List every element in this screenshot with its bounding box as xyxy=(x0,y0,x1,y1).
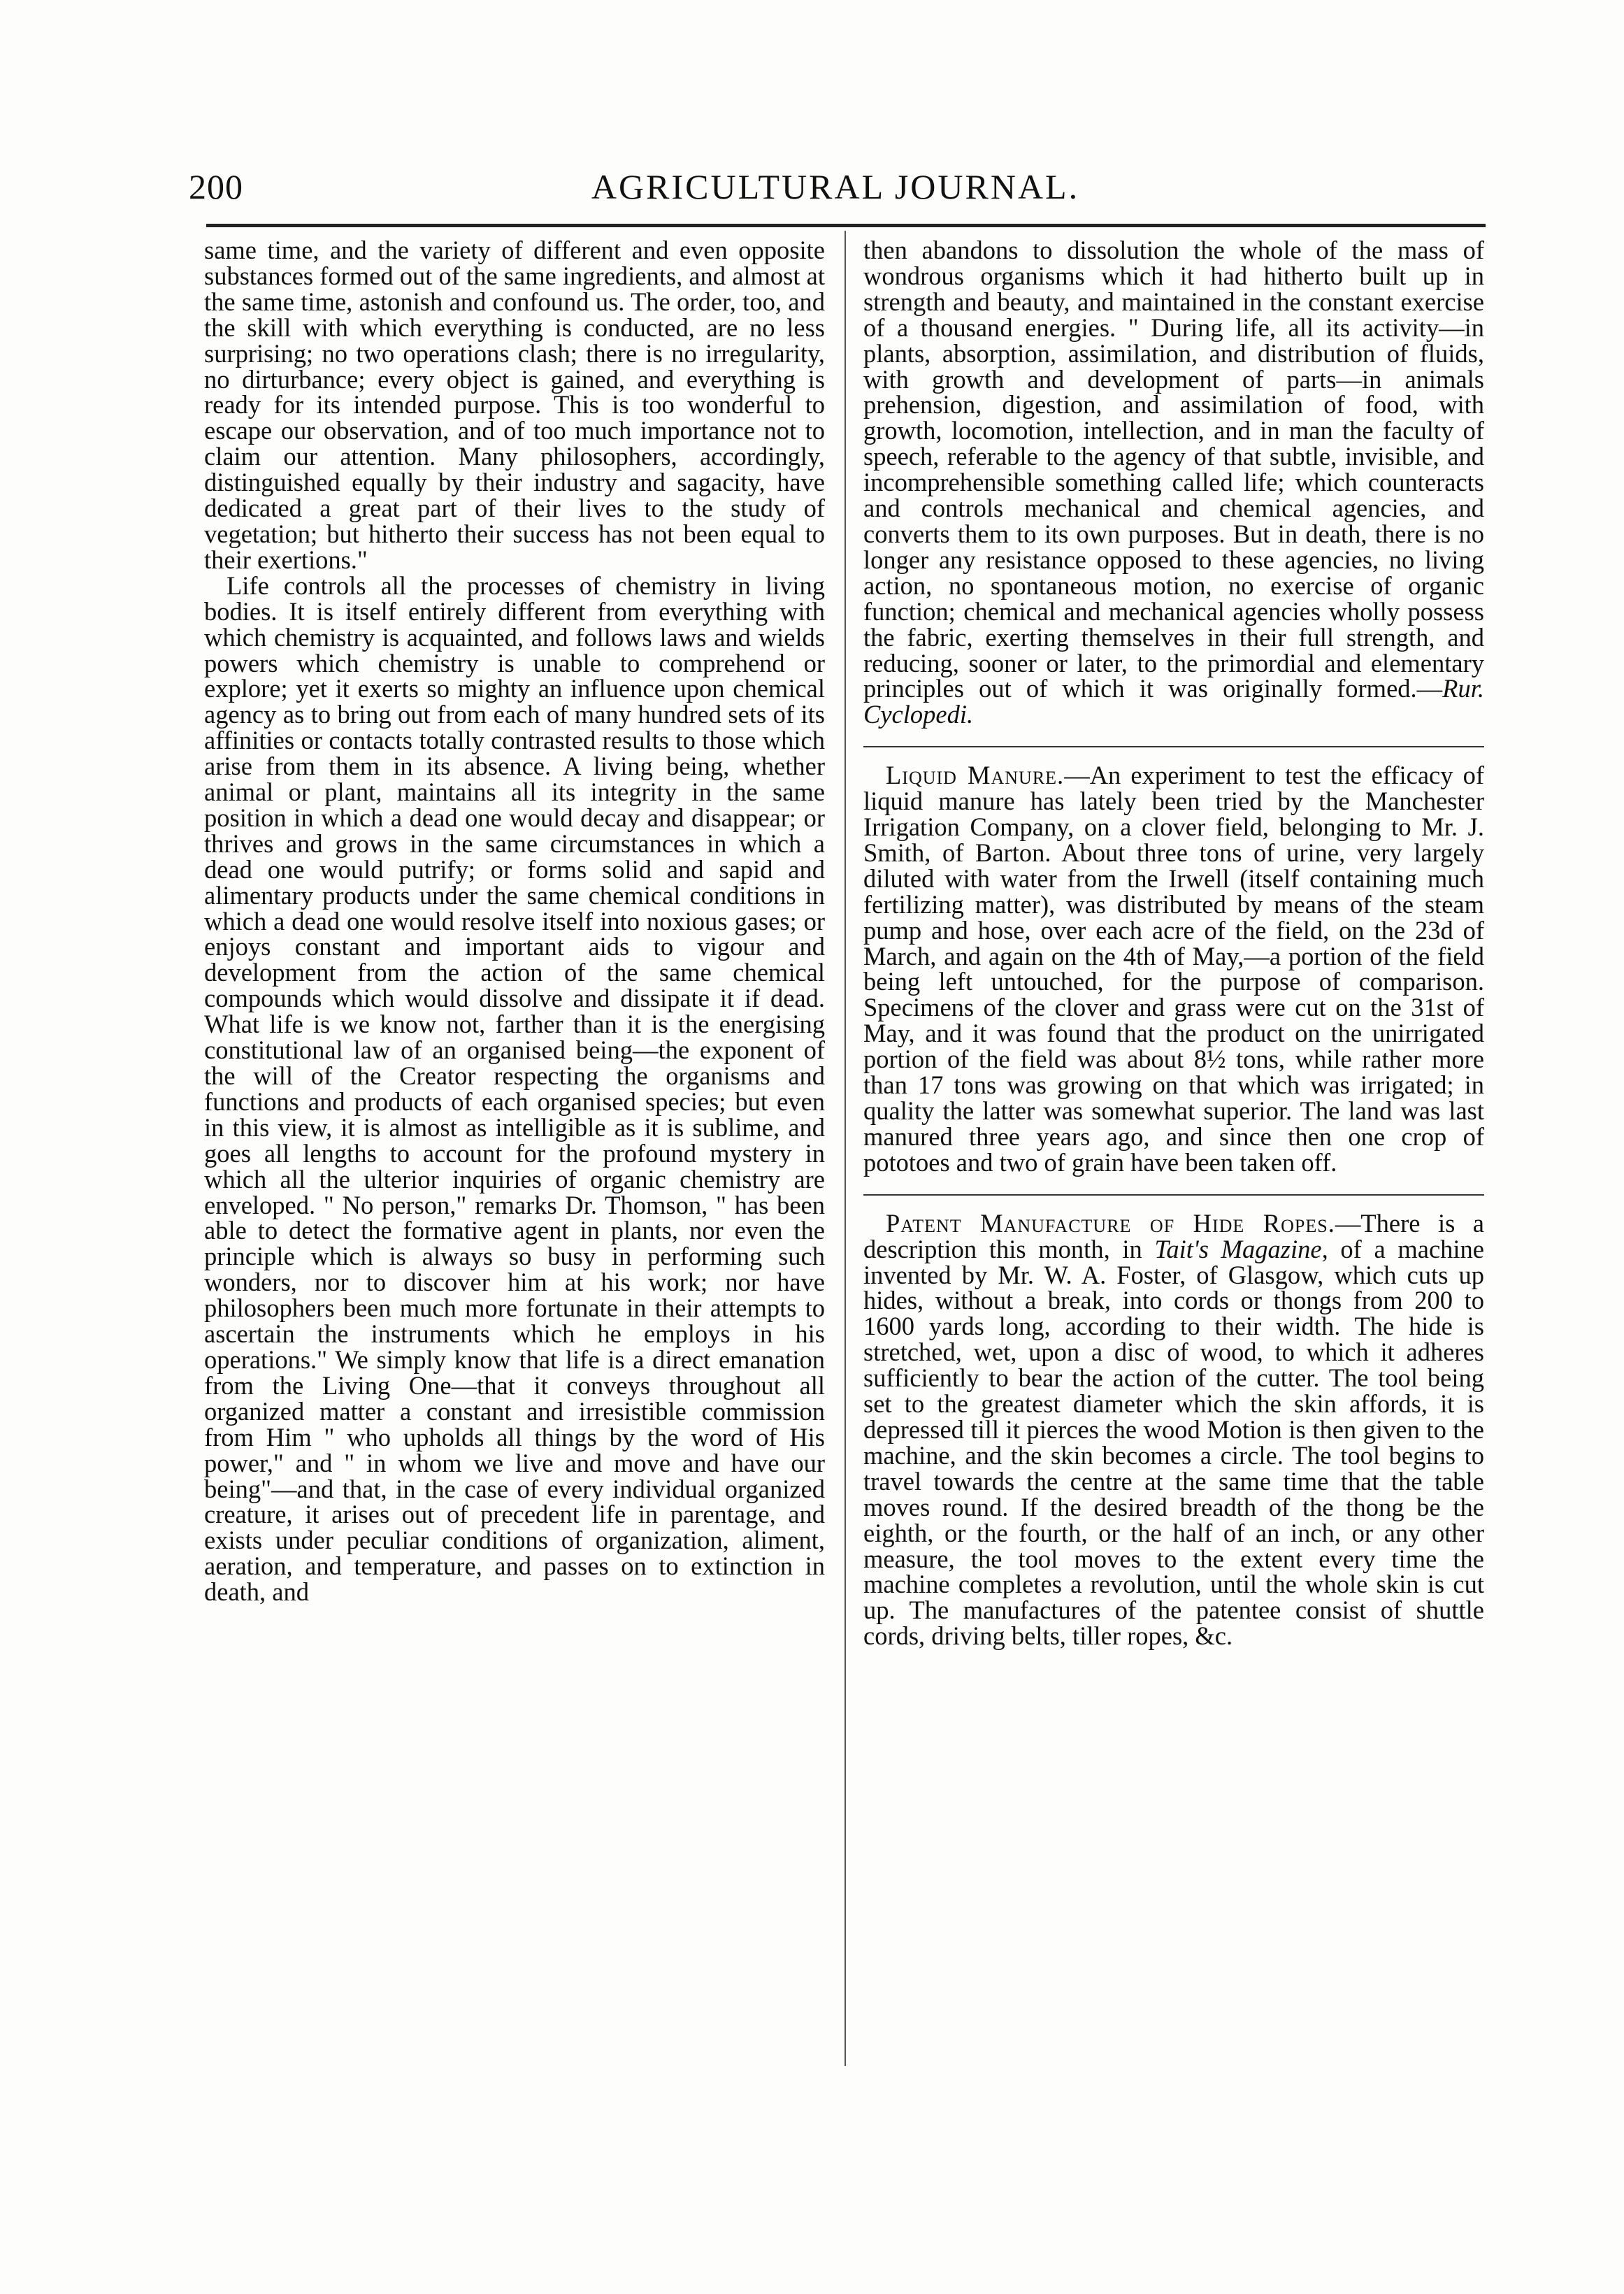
hide-ropes-heading: Patent Manufacture of Hide Ropes. xyxy=(886,1208,1335,1238)
hide-ropes-body-start: —There is a description this month, in xyxy=(863,1208,1484,1263)
section-divider xyxy=(863,1194,1484,1196)
left-column xyxy=(204,238,825,1605)
left-paragraph-2: Life controls all the processes of chemistry in living bodies. It is itself entirely different from everything with which chemistry is acquainted, and follows laws and wields powers which chemistry is unable to comprehend or explore; yet it exerts so mighty an influence upon chemical agency as to bring out from each of many hundred sets of its affinities or contacts totally contrasted results to those which arise from them in its absence. A living being, whether animal or plant, maintains all its integrity in the same position in which a dead one would decay and disappear; or thrives and grows in the same circumstances in which a dead one would putrify; or forms solid and sapid and alimentary products under the same chemical conditions in which a dead one would resolve itself into noxious gases; or enjoys constant and important aids to vigour and development from the action of the same chemical compounds which would dissolve and dissipate it if dead. What life is we know not, farther than it is the energising constitutional law of an organised being—the exponent of the will of the Creator respecting the organisms and functions and products of each organised species; but even in this view, it is almost as intelligible as it is sublime, and goes all lengths to account for the profound mystery in which all the ulterior inquiries of organic chemistry are enveloped. " No person," remarks Dr. Thomson, " has been able to detect the formative agent in plants, nor even the principle which is always so busy in performing such wonders, nor to discover him at his work; nor have philosophers been much more fortunate in their attempts to ascertain the instruments which he employs in his operations." We simply know that life is a direct emanation from the Living One—that it conveys throughout all organized matter a constant and irresistible commission from Him " who upholds all things by the word of His power," and " in whom we live and move and have our being"—and that, in the case of every individual organized creature, it arises out of precedent life in parentage, and exists under peculiar conditions of organization, aliment, aeration, and temperature, and passes on to extinction in death, and xyxy=(204,571,825,1607)
right-paragraph-1 xyxy=(863,238,1484,728)
liquid-manure-heading: Liquid Manure. xyxy=(886,761,1065,790)
liquid-manure-article xyxy=(863,763,1484,1176)
page-header xyxy=(189,166,1482,215)
right-column xyxy=(863,238,1484,1649)
running-head: AGRICULTURAL JOURNAL. xyxy=(591,167,1080,206)
hide-ropes-article xyxy=(863,1208,1484,1651)
left-paragraph-1: same time, and the variety of different and even opposite substances formed out of the same ingredients, and almost at the same time, astonish and confound us. The order, too, and the skill with which everything is conducted, are no less surprising; no two operations clash; there is no irregularity, no dirturbance; every object is gained, and everything is ready for its intended purpose. This is too wonderful to escape our observation, and of too much importance not to claim our attention. Many philosophers, accordingly, distinguished equally by their industry and sagacity, have dedicated a great part of their lives to the study of vegetation; but hitherto their success has not been equal to their exertions." xyxy=(204,236,825,574)
section-divider xyxy=(863,746,1484,747)
column-divider xyxy=(845,231,846,2066)
hide-ropes-body-end: of a machine invented by Mr. W. A. Foster, of Glasgow, which cuts up hides, without a break, into cords or thongs from 200 to 1600 yards long, according to their width. The hide is stretched, wet, upon a disc of wood, to which it adheres sufficiently to bear the action of the cutter. The tool being set to the greatest diameter which the skin affords, it is depressed till it pierces the wood Motion is then given to the machine, and the skin becomes a circle. The tool begins to travel towards the centre at the same time that the table moves round. If the desired breadth of the thong be the eighth, or the fourth, or the half of an inch, or any other measure, the tool moves to the extent every time the machine completes a revolution, until the whole skin is cut up. The manufactures of the patentee consist of shuttle cords, driving belts, tiller ropes, &c. xyxy=(863,1234,1484,1651)
right-paragraph-1-text: then abandons to dissolution the whole of the mass of wondrous organisms which it had hitherto built up in strength and beauty, and maintained in the constant exercise of a thousand energies. " During life, all its activity—in plants, absorption, assimilation, and distribution of fluids, with growth and development of parts—in animals prehension, digestion, and assimilation of food, with growth, locomotion, intellection, and in man the faculty of speech, referable to the agency of that subtle, invisible, and incomprehensible something called life; which counteracts and controls mechanical and chemical agencies, and converts them to its own purposes. But in death, there is no longer any resistance opposed to these agencies, no living action, no spontaneous motion, no exercise of organic function; chemical and mechanical agencies wholly possess the fabric, exerting themselves in their full strength, and reducing, sooner or later, to the primordial and elementary principles out of which it was originally formed.— xyxy=(863,236,1484,703)
header-rule xyxy=(206,224,1486,227)
magazine-title: Tait's Magazine, xyxy=(1154,1234,1328,1263)
source-citation: Rur. Cyclopedi. xyxy=(863,674,1484,729)
liquid-manure-body: —An experiment to test the efficacy of liquid manure has lately been tried by the Manchester Irrigation Company, on a clover field, belonging to Mr. J. Smith, of Barton. About three tons of urine, very largely diluted with water from the Irwell (itself containing much fertilizing matter), was distributed by means of the steam pump and hose, over each acre of the field, on the 23d of March, and again on the 4th of May,—a portion of the field being left untouched, for the purpose of comparison. Specimens of the clover and grass were cut on the 31st of May, and it was found that the product on the unirrigated portion of the field was about 8½ tons, while rather more than 17 tons was growing on that which was irrigated; in quality the latter was somewhat superior. The land was last manured three years ago, and since then one crop of pototoes and two of grain have been taken off. xyxy=(863,761,1484,1177)
page-number: 200 xyxy=(189,167,243,206)
